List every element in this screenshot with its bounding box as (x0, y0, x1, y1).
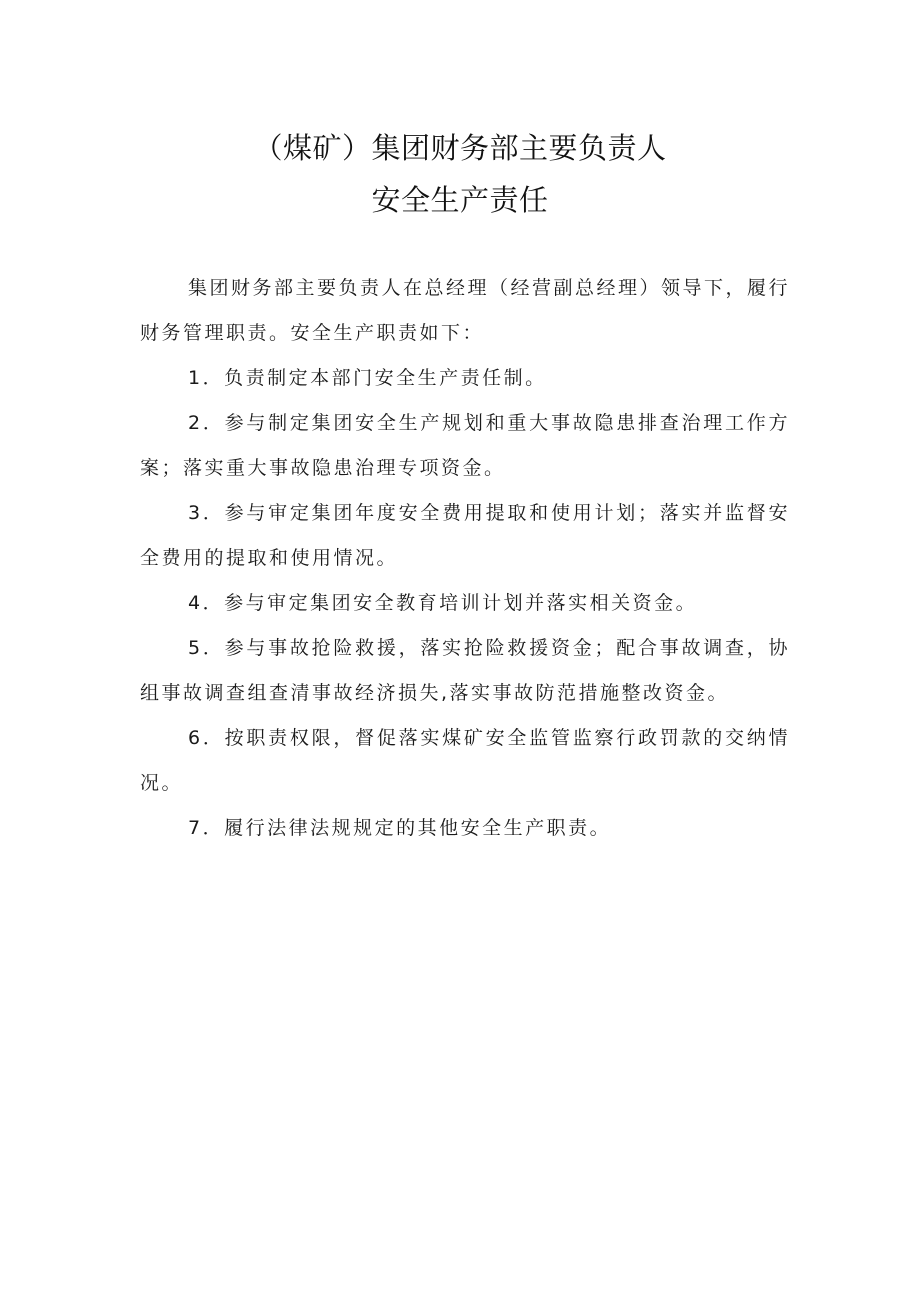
duty-item-6: 6．按职责权限，督促落实煤矿安全监管监察行政罚款的交纳情况。 (140, 727, 790, 794)
duty-item-1: 1．负责制定本部门安全生产责任制。 (188, 367, 547, 389)
document-title (0, 122, 920, 226)
duty-item-3: 3．参与审定集团年度安全费用提取和使用计划；落实并监督安全费用的提取和使用情况。 (140, 502, 790, 569)
duty-item-2: 2．参与制定集团安全生产规划和重大事故隐患排查治理工作方案；落实重大事故隐患治理专项资金。 (140, 412, 790, 479)
duty-item-5: 5．参与事故抢险救援，落实抢险救援资金；配合事故调查，协组事故调查组查清事故经济损失,落实事故防范措施整改资金。 (140, 637, 790, 704)
title-line-1: （煤矿）集团财务部主要负责人 (253, 131, 667, 165)
duty-item-7: 7．履行法律法规规定的其他安全生产职责。 (188, 817, 612, 839)
document-body (140, 266, 790, 851)
title-line-2: 安全生产责任 (371, 183, 549, 217)
intro-paragraph: 集团财务部主要负责人在总经理（经营副总经理）领导下，履行财务管理职责。安全生产职责如下： (140, 277, 791, 344)
duty-item-4: 4．参与审定集团安全教育培训计划并落实相关资金。 (188, 592, 698, 614)
